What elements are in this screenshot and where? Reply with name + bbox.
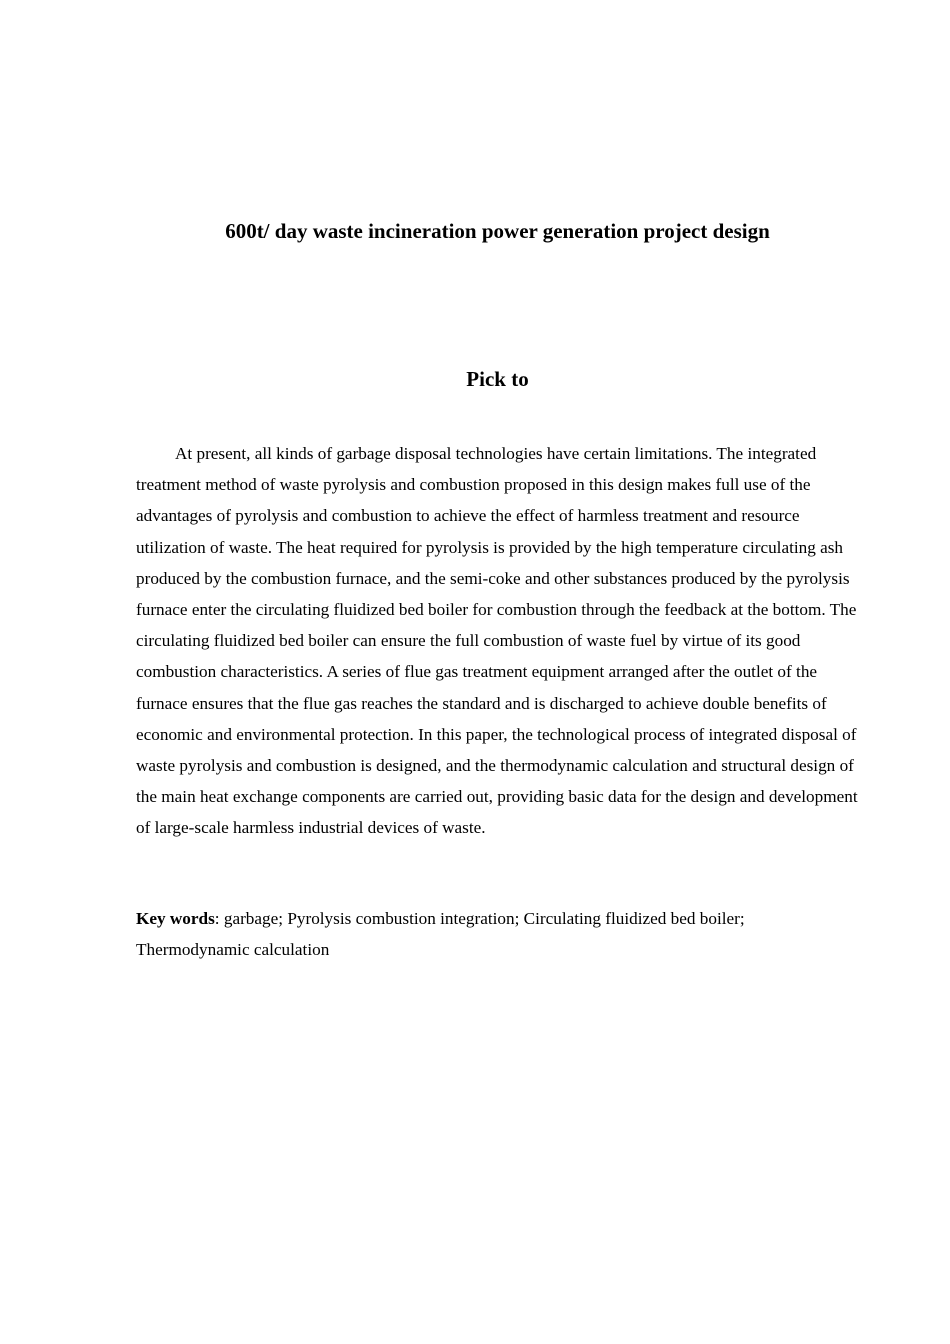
document-title: 600t/ day waste incineration power generation project design: [225, 219, 770, 243]
abstract-paragraph: At present, all kinds of garbage disposal technologies have certain limitations. The integrated treatment method of waste pyrolysis and combustion proposed in this design makes full use of the advantages of pyrolysis and combustion to achieve the effect of harmless treatment and resource utilization of waste. The heat required for pyrolysis is provided by the high temperature circulating ash produced by the combustion furnace, and the semi-coke and other substances produced by the pyrolysis furnace enter the circulating fluidized bed boiler for combustion through the feedback at the bottom. The circulating fluidized bed boiler can ensure the full combustion of waste fuel by virtue of its good combustion characteristics. A series of flue gas treatment equipment arranged after the outlet of the furnace ensures that the flue gas reaches the standard and is discharged to achieve double benefits of economic and environmental protection. In this paper, the technological process of integrated disposal of waste pyrolysis and combustion is designed, and the thermodynamic calculation and structural design of the main heat exchange components are carried out, providing basic data for the design and development of large-scale harmless industrial devices of waste.: [136, 444, 858, 838]
keywords-paragraph: [136, 903, 862, 965]
keywords-text: : garbage; Pyrolysis combustion integration; Circulating fluidized bed boiler; Thermodynamic calculation: [136, 909, 745, 960]
keywords-label: Key words: [136, 909, 215, 928]
abstract-heading: Pick to: [466, 367, 529, 391]
